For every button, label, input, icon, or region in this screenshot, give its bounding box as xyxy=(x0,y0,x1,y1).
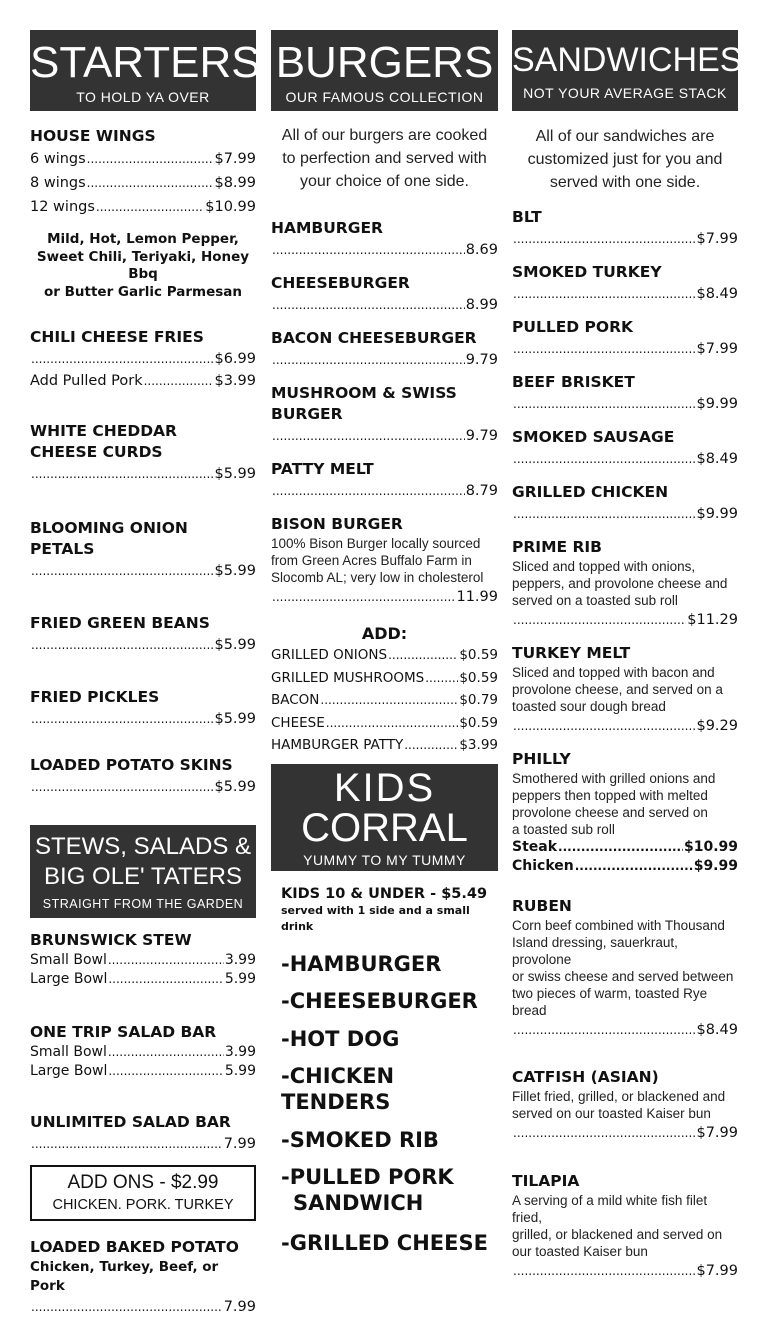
item-name: GRILLED CHICKEN xyxy=(512,483,669,501)
starters-subtitle: TO HOLD YA OVER xyxy=(76,89,210,105)
item-name: WHITE CHEDDAR xyxy=(30,422,177,440)
add-row: GRILLED ONIONS ..... $0.59 xyxy=(271,644,498,667)
item-name: RUBEN xyxy=(512,897,572,915)
kids-item: -GRILLED CHEESE xyxy=(281,1231,488,1255)
add-ons-items: CHICKEN. PORK. TURKEY xyxy=(52,1197,234,1213)
item-name: CATFISH (ASIAN) xyxy=(512,1068,659,1086)
item-name: CHEESEBURGER xyxy=(271,274,410,292)
add-row: BACON ..... $0.79 xyxy=(271,689,498,712)
cheeseburger xyxy=(271,273,498,316)
add-ons-box xyxy=(30,1165,256,1221)
item-name: SMOKED TURKEY xyxy=(512,263,662,281)
price-row: ..... $7.99 xyxy=(512,1260,738,1282)
mushroom-swiss-burger xyxy=(271,383,498,447)
item-description: Chicken, Turkey, Beef, or Pork xyxy=(30,1259,219,1294)
price-row: ..... $11.29 xyxy=(512,609,738,631)
price-row: ..... $9.99 xyxy=(512,393,738,415)
hamburger xyxy=(271,218,498,261)
item-name: ONE TRIP SALAD BAR xyxy=(30,1023,217,1041)
price-row: ..... 9.79 xyxy=(271,425,498,447)
item-description: Corn beef combined with Thousand Island dressing, sauerkraut, provolone or swiss cheese and served between two pieces of warm, toasted Rye bread xyxy=(512,918,734,1018)
item-name: CHILI CHEESE FRIES xyxy=(30,328,204,346)
price-row: Chicken ..... $9.99 xyxy=(512,857,738,876)
burgers-column xyxy=(271,30,498,1256)
add-title: ADD: xyxy=(361,624,408,643)
price-row: ..... $7.99 xyxy=(512,338,738,360)
price-row: Large Bowl ..... 5.99 xyxy=(30,1062,256,1081)
kids-item: -CHICKEN TENDERS xyxy=(281,1064,395,1114)
add-row: HAMBURGER PATTY ..... $3.99 xyxy=(271,734,498,757)
price-row: Large Bowl ..... 5.99 xyxy=(30,970,256,989)
starters-title: STARTERS xyxy=(30,38,261,87)
item-name: HOUSE WINGS xyxy=(30,127,156,145)
catfish-asian xyxy=(512,1067,738,1144)
wing-flavors: Mild, Hot, Lemon Pepper, Sweet Chili, Teriyaki, Honey Bbq or Butter Garlic Parmesan xyxy=(36,231,250,300)
beef-brisket xyxy=(512,372,738,415)
kids-menu xyxy=(271,885,498,1257)
item-description: A serving of a mild white fish filet fried, grilled, or blackened and served on our toasted Kaiser bun xyxy=(512,1193,723,1259)
price-row: Small Bowl ..... 3.99 xyxy=(30,1043,256,1062)
item-name: PULLED PORK xyxy=(512,318,634,336)
unlimited-salad-bar xyxy=(30,1112,256,1155)
tilapia xyxy=(512,1171,738,1282)
prime-rib xyxy=(512,537,738,631)
bacon-cheeseburger xyxy=(271,328,498,371)
item-name: TILAPIA xyxy=(512,1172,580,1190)
starters-column xyxy=(30,30,261,1318)
brunswick-stew xyxy=(30,930,256,989)
item-description: Fillet fried, grilled, or blackened and served on our toasted Kaiser bun xyxy=(512,1089,726,1121)
loaded-baked-potato xyxy=(30,1237,256,1318)
philly xyxy=(512,749,738,876)
addon-row: Add Pulled Pork ..... $3.99 xyxy=(30,370,256,392)
one-trip-salad-bar xyxy=(30,1022,256,1081)
item-name: FRIED PICKLES xyxy=(30,688,160,706)
pulled-pork xyxy=(512,317,738,360)
stews-title: BIG OLE' TATERS xyxy=(44,863,242,890)
smoked-turkey xyxy=(512,262,738,305)
price-row: ..... $8.49 xyxy=(512,1019,738,1041)
item-name: CHEESE CURDS xyxy=(30,443,163,461)
sandwiches-title: SANDWICHES xyxy=(512,41,743,79)
item-name: PHILLY xyxy=(512,750,571,768)
burgers-header xyxy=(271,30,498,111)
price-row: Small Bowl ..... 3.99 xyxy=(30,951,256,970)
kids-item: -CHEESEBURGER xyxy=(281,989,478,1013)
burgers-intro: All of our burgers are cooked to perfection and served with your choice of one side. xyxy=(281,127,488,190)
kids-item: -HOT DOG xyxy=(281,1026,400,1051)
sandwiches-column xyxy=(512,30,743,1282)
item-name: BURGER xyxy=(271,405,343,423)
bison-burger xyxy=(271,514,498,608)
kids-item: SANDWICH xyxy=(293,1191,424,1215)
kids-item: -SMOKED RIB xyxy=(281,1127,439,1152)
price-row: ..... 9.79 xyxy=(271,349,498,371)
stews-subtitle: STRAIGHT FROM THE GARDEN xyxy=(42,897,244,911)
grilled-chicken xyxy=(512,482,738,525)
price-row: ..... $7.99 xyxy=(512,1122,738,1144)
price-row: ..... $6.99 xyxy=(30,348,256,370)
add-row: CHEESE ..... $0.59 xyxy=(271,712,498,735)
item-name: SMOKED SAUSAGE xyxy=(512,428,675,446)
price-row: ..... 7.99 xyxy=(30,1296,256,1318)
price-row: ..... $5.99 xyxy=(30,634,256,656)
blt xyxy=(512,207,738,250)
kids-title: CORRAL xyxy=(301,805,468,850)
price-row: ..... 8.99 xyxy=(271,294,498,316)
price-row: 6 wings ..... $7.99 xyxy=(30,147,256,171)
item-name: HAMBURGER xyxy=(271,219,383,237)
burger-add-ons xyxy=(271,624,498,757)
item-name: LOADED POTATO SKINS xyxy=(30,756,233,774)
item-name: LOADED BAKED POTATO xyxy=(30,1238,239,1256)
smoked-sausage xyxy=(512,427,738,470)
burgers-title: BURGERS xyxy=(275,38,494,87)
item-name: BISON BURGER xyxy=(271,515,403,533)
kids-item: -PULLED PORK xyxy=(281,1165,454,1189)
kids-title: KIDS xyxy=(333,765,436,810)
price-row: ..... $8.49 xyxy=(512,448,738,470)
stews-title: STEWS, SALADS & xyxy=(34,833,252,860)
item-name: MUSHROOM & SWISS xyxy=(271,384,457,402)
add-row: GRILLED MUSHROOMS ..... $0.59 xyxy=(271,667,498,690)
item-name: PATTY MELT xyxy=(271,460,374,478)
price-row: ..... 8.69 xyxy=(271,239,498,261)
fried-pickles xyxy=(30,687,256,730)
chili-cheese-fries xyxy=(30,327,256,392)
item-name: UNLIMITED SALAD BAR xyxy=(30,1113,231,1131)
loaded-potato-skins xyxy=(30,755,256,798)
price-row: ..... $9.99 xyxy=(512,503,738,525)
price-row: ..... $8.49 xyxy=(512,283,738,305)
price-row: ..... $5.99 xyxy=(30,708,256,730)
price-row: ..... 7.99 xyxy=(30,1133,256,1155)
item-description: Sliced and topped with onions, peppers, and provolone cheese and served on a toasted sub roll xyxy=(512,559,728,608)
item-name: BLT xyxy=(512,208,542,226)
price-row: ..... $7.99 xyxy=(512,228,738,250)
price-row: 12 wings ..... $10.99 xyxy=(30,195,256,219)
kids-item: -HAMBURGER xyxy=(281,951,442,976)
kids-subtitle: YUMMY TO MY TUMMY xyxy=(303,851,466,868)
house-wings xyxy=(30,126,256,301)
stews-header xyxy=(30,825,256,918)
kids-price: KIDS 10 & UNDER - $5.49 xyxy=(281,885,488,902)
kids-served: served with 1 side and a small drink xyxy=(281,903,470,933)
item-name: BLOOMING ONION PETALS xyxy=(30,519,188,558)
item-name: BEEF BRISKET xyxy=(512,373,635,391)
kids-header xyxy=(271,764,498,871)
sandwiches-subtitle: NOT YOUR AVERAGE STACK xyxy=(523,85,727,101)
item-description: Smothered with grilled onions and peppers then topped with melted provolone cheese and served on a toasted sub roll xyxy=(512,771,716,837)
fried-green-beans xyxy=(30,613,256,656)
sandwiches-intro: All of our sandwiches are customized just for you and served with one side. xyxy=(527,128,723,191)
price-row: ..... $9.29 xyxy=(512,715,738,737)
price-row: ..... $5.99 xyxy=(30,776,256,798)
turkey-melt xyxy=(512,643,738,737)
item-description: Sliced and topped with bacon and provolone cheese, and served on a toasted sour dough bread xyxy=(512,665,723,714)
price-row: ..... 11.99 xyxy=(271,586,498,608)
price-row: ..... 8.79 xyxy=(271,480,498,502)
ruben xyxy=(512,896,738,1041)
price-row: Steak ..... $10.99 xyxy=(512,838,738,857)
item-description: 100% Bison Burger locally sourced from Green Acres Buffalo Farm in Slocomb AL; very low in cholesterol xyxy=(271,536,484,585)
add-ons-title: ADD ONS - $2.99 xyxy=(67,1172,219,1193)
price-row: ..... $5.99 xyxy=(30,463,256,485)
patty-melt xyxy=(271,459,498,502)
item-name: PRIME RIB xyxy=(512,538,602,556)
blooming-onion xyxy=(30,518,256,582)
starters-header xyxy=(30,30,261,111)
item-name: BACON CHEESEBURGER xyxy=(271,329,477,347)
burgers-subtitle: OUR FAMOUS COLLECTION xyxy=(285,89,484,105)
item-name: BRUNSWICK STEW xyxy=(30,931,192,949)
item-name: FRIED GREEN BEANS xyxy=(30,614,210,632)
price-row: ..... $5.99 xyxy=(30,560,256,582)
sandwiches-header xyxy=(512,30,743,111)
cheese-curds xyxy=(30,421,256,485)
item-name: TURKEY MELT xyxy=(512,644,631,662)
price-row: 8 wings ..... $8.99 xyxy=(30,171,256,195)
